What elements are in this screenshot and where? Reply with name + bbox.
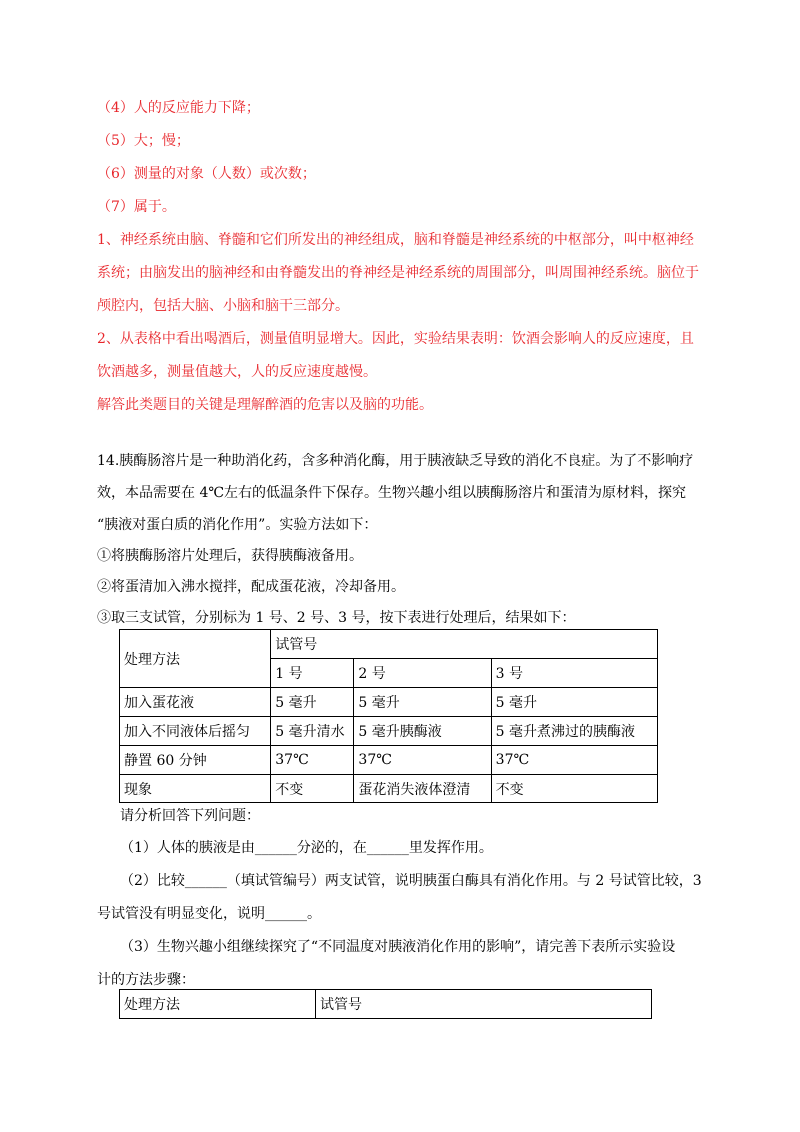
answer-7: （7）属于。 bbox=[97, 199, 176, 215]
table-header-tube-1: 1 号 bbox=[271, 659, 354, 688]
table-row-label: 加入不同液体后摇匀 bbox=[120, 717, 271, 746]
table-cell: 蛋花消失液体澄清 bbox=[354, 775, 491, 803]
q14-subq3-line2: 计的方法步骤： bbox=[97, 972, 195, 988]
q14-intro-line2: 效，本品需要在 4℃左右的低温条件下保存。生物兴趣小组以胰酶肠溶片和蛋清为原材料，探究 bbox=[97, 485, 687, 501]
table-cell: 37℃ bbox=[354, 746, 491, 775]
table-row bbox=[120, 746, 658, 775]
explanation-p2-line1: 2、从表格中看出喝酒后，测量值明显增大。因此，实验结果表明：饮酒会影响人的反应速度，且 bbox=[97, 331, 694, 347]
table-corner-header: 处理方法 bbox=[120, 630, 271, 688]
q14-intro-line3: “胰液对蛋白质的消化作用”。实验方法如下： bbox=[97, 517, 378, 533]
answer-4: （4）人的反应能力下降； bbox=[97, 100, 260, 116]
table-cell: 5 毫升 bbox=[271, 688, 354, 717]
design-table-header-method: 处理方法 bbox=[120, 990, 316, 1019]
q14-step3: ③取三支试管，分别标为 1 号、2 号、3 号，按下表进行处理后，结果如下： bbox=[97, 610, 576, 626]
explanation-p1-line2: 系统；由脑发出的脑神经和由脊髓发出的脊神经是神经系统的周围部分，叫周围神经系统。脑位于 bbox=[97, 265, 699, 281]
table-row-label: 加入蛋花液 bbox=[120, 688, 271, 717]
table-cell: 37℃ bbox=[491, 746, 657, 775]
q14-subq1: （1）人体的胰液是由______分泌的，在______里发挥作用。 bbox=[120, 840, 493, 856]
table-row-label: 现象 bbox=[120, 775, 271, 803]
table-cell: 5 毫升清水 bbox=[271, 717, 354, 746]
table-cell: 37℃ bbox=[271, 746, 354, 775]
table-cell: 5 毫升胰酶液 bbox=[354, 717, 491, 746]
table-cell: 5 毫升 bbox=[491, 688, 657, 717]
q14-intro-line1: 14.胰酶肠溶片是一种助消化药，含多种消化酶，用于胰液缺乏导致的消化不良症。为了不影响疗 bbox=[97, 453, 694, 469]
answer-6: （6）测量的对象（人数）或次数； bbox=[97, 166, 316, 182]
answer-5: （5）大；慢； bbox=[97, 133, 190, 149]
explanation-key: 解答此类题目的关键是理解醉酒的危害以及脑的功能。 bbox=[97, 397, 433, 413]
table-header-tube-3: 3 号 bbox=[491, 659, 657, 688]
q14-subq2-line1: （2）比较______（填试管编号）两支试管，说明胰蛋白酶具有消化作用。与 2 号试管比较，3 bbox=[120, 873, 702, 889]
table-cell: 不变 bbox=[271, 775, 354, 803]
table-row-label: 静置 60 分钟 bbox=[120, 746, 271, 775]
table-header-tube-2: 2 号 bbox=[354, 659, 491, 688]
design-table bbox=[119, 989, 652, 1019]
explanation-p1-line1: 1、神经系统由脑、脊髓和它们所发出的神经组成，脑和脊髓是神经系统的中枢部分，叫中枢神经 bbox=[97, 232, 694, 248]
design-table-header-tube: 试管号 bbox=[316, 990, 652, 1019]
table-group-header: 试管号 bbox=[271, 630, 658, 659]
q14-step2: ②将蛋清加入沸水搅拌，配成蛋花液，冷却备用。 bbox=[97, 579, 405, 595]
table-cell: 不变 bbox=[491, 775, 657, 803]
explanation-p1-line3: 颅腔内，包括大脑、小脑和脑干三部分。 bbox=[97, 298, 349, 314]
q14-prompt: 请分析回答下列问题： bbox=[120, 808, 260, 824]
table-row bbox=[120, 775, 658, 803]
table-cell: 5 毫升煮沸过的胰酶液 bbox=[491, 717, 657, 746]
table-row bbox=[120, 688, 658, 717]
q14-step1: ①将胰酶肠溶片处理后，获得胰酶液备用。 bbox=[97, 548, 363, 564]
experiment-table bbox=[119, 629, 658, 803]
q14-subq3-line1: （3）生物兴趣小组继续探究了“不同温度对胰液消化作用的影响”，请完善下表所示实验设 bbox=[120, 939, 676, 955]
q14-subq2-line2: 号试管没有明显变化，说明______。 bbox=[97, 906, 321, 922]
explanation-p2-line2: 饮酒越多，测量值越大，人的反应速度越慢。 bbox=[97, 364, 377, 380]
table-cell: 5 毫升 bbox=[354, 688, 491, 717]
table-row bbox=[120, 717, 658, 746]
